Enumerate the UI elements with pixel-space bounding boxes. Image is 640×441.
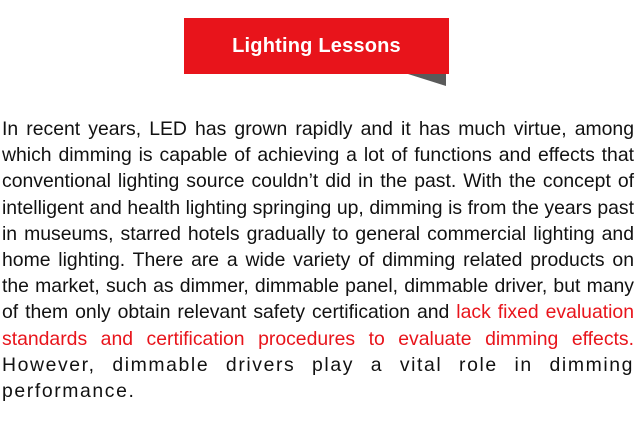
article-text-closing: However, dimmable drivers play a vital role in dimming performance.: [2, 353, 634, 403]
title-banner: [184, 18, 449, 88]
banner-title: Lighting Lessons: [184, 18, 449, 74]
banner-tail-shape: [408, 74, 446, 86]
article-text-intro: In recent years, LED has grown rapidly and it has much virtue, among which dimming is capable of achieving a lot of functions and effects that conventional lighting source couldn’t did in the past. With the concept of intelligent and health lighting springing up, dimming is from the years past in museums, starred hotels gradually to general commercial lighting and home lighting. There are a wide variety of dimming related products on the market, such as dimmer, dimmable panel, dimmable driver, but many of them only obtain relevant safety certification and: [2, 118, 634, 324]
article-paragraph: [2, 116, 634, 404]
article-highlight: lack fixed evaluation standards and certification procedures to evaluate dimming effects.: [2, 301, 634, 350]
